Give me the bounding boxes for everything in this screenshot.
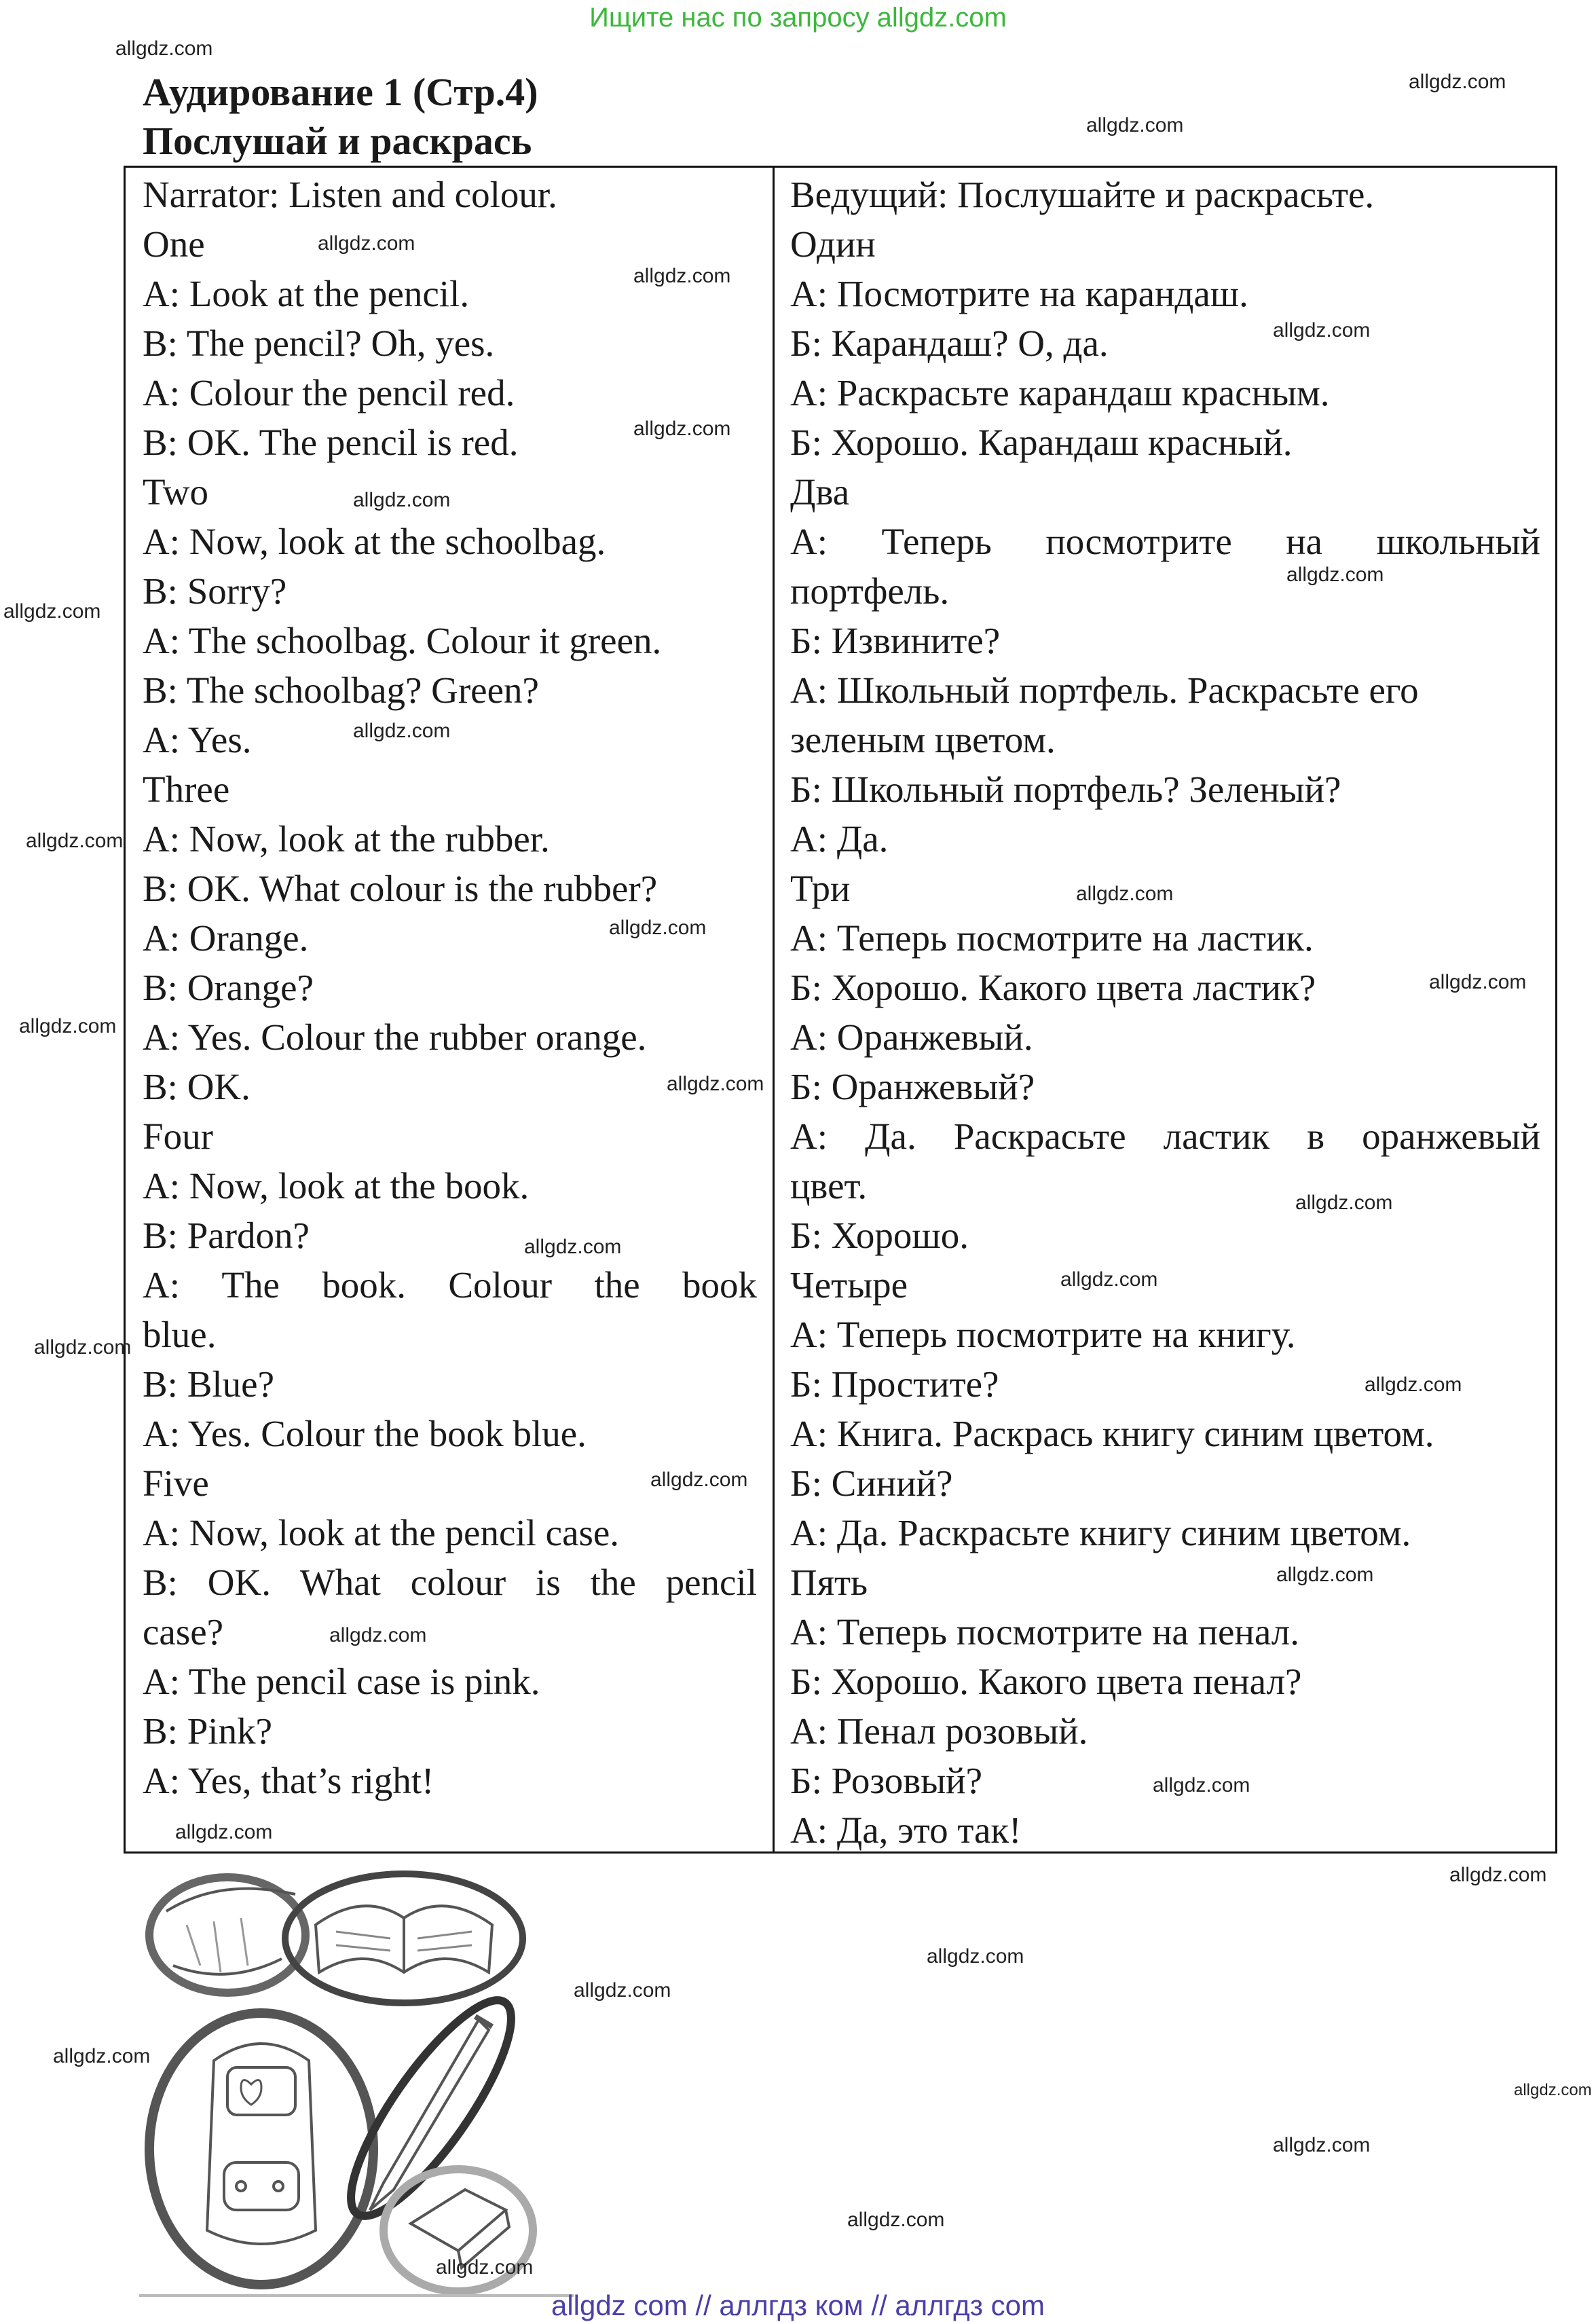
watermark: allgdz.com	[1514, 2081, 1592, 2099]
english-line: A: Now, look at the schoolbag.	[143, 521, 606, 562]
watermark: allgdz.com	[353, 489, 451, 511]
school-items-illustration	[139, 1864, 574, 2298]
english-line: case?	[143, 1611, 224, 1653]
watermark: allgdz.com	[1076, 883, 1174, 905]
russian-line: Б: Школьный портфель? Зеленый?	[790, 769, 1341, 810]
english-line: A: Yes. Colour the book blue.	[143, 1413, 587, 1454]
watermark: allgdz.com	[574, 1979, 671, 2002]
english-line: A: The pencil case is pink.	[143, 1661, 540, 1702]
watermark: allgdz.com	[1273, 319, 1371, 342]
pencil-drawing	[327, 1981, 536, 2235]
russian-line: Б: Простите?	[790, 1363, 999, 1405]
russian-line: А: Теперь посмотрите на школьный	[790, 521, 1540, 562]
english-line: Narrator: Listen and colour.	[143, 174, 557, 215]
english-line: Four	[143, 1116, 213, 1157]
russian-line: А: Раскрасьте карандаш красным.	[790, 372, 1330, 413]
watermark: allgdz.com	[1449, 1864, 1547, 1886]
russian-line: Пять	[790, 1562, 868, 1603]
english-line: A: Now, look at the rubber.	[143, 818, 550, 860]
watermark: allgdz.com	[609, 917, 707, 939]
russian-line: Один	[790, 223, 876, 265]
watermark: allgdz.com	[115, 37, 213, 60]
footer-links[interactable]: allgdz com // аллгдз ком // аллгдз com	[551, 2289, 1045, 2321]
russian-line: Б: Хорошо. Какого цвета пенал?	[790, 1661, 1302, 1702]
watermark: allgdz.com	[1273, 2134, 1371, 2156]
english-line: A: Colour the pencil red.	[143, 372, 515, 413]
watermark: allgdz.com	[53, 2045, 151, 2067]
russian-line: А: Посмотрите на карандаш.	[790, 273, 1248, 314]
english-line: B: Blue?	[143, 1363, 275, 1405]
watermark: allgdz.com	[1153, 1774, 1250, 1796]
russian-line: А: Да. Раскрасьте книгу синим цветом.	[790, 1512, 1411, 1553]
watermark: allgdz.com	[34, 1336, 132, 1359]
english-line: B: OK.	[143, 1066, 250, 1107]
watermark: allgdz.com	[1086, 114, 1184, 136]
english-line: Two	[143, 471, 208, 513]
russian-line: А: Да. Раскрасьте ластик в оранжевый	[790, 1116, 1540, 1157]
russian-line: А: Теперь посмотрите на книгу.	[790, 1314, 1296, 1355]
english-line: A: The schoolbag. Colour it green.	[143, 620, 662, 661]
watermark: allgdz.com	[1429, 971, 1527, 993]
russian-line: А: Книга. Раскрась книгу синим цветом.	[790, 1413, 1434, 1454]
watermark: allgdz.com	[1295, 1192, 1393, 1214]
english-line: B: Pink?	[143, 1710, 272, 1752]
russian-line: Б: Хорошо. Какого цвета ластик?	[790, 967, 1316, 1008]
english-line: B: The schoolbag? Green?	[143, 669, 539, 711]
watermark: allgdz.com	[436, 2256, 534, 2279]
russian-line: Ведущий: Послушайте и раскрасьте.	[790, 174, 1375, 215]
watermark: allgdz.com	[19, 1015, 117, 1037]
watermark: allgdz.com	[524, 1236, 622, 1258]
english-transcript	[143, 170, 757, 1805]
russian-line: А: Да.	[790, 818, 889, 860]
english-line: Three	[143, 769, 230, 810]
english-line: B: Pardon?	[143, 1215, 310, 1256]
english-line: A: Now, look at the pencil case.	[143, 1512, 620, 1553]
watermark: allgdz.com	[1286, 564, 1384, 586]
watermark: allgdz.com	[1060, 1268, 1158, 1291]
watermark: allgdz.com	[26, 830, 124, 852]
english-line: B: Sorry?	[143, 570, 287, 612]
russian-line: Два	[790, 471, 850, 513]
russian-line: А: Оранжевый.	[790, 1016, 1033, 1058]
russian-line: А: Пенал розовый.	[790, 1710, 1088, 1752]
english-line: B: Orange?	[143, 967, 314, 1008]
english-line: A: Yes. Colour the rubber orange.	[143, 1016, 647, 1058]
russian-line: Б: Извините?	[790, 620, 1001, 661]
russian-line: Четыре	[790, 1264, 908, 1306]
watermark: allgdz.com	[650, 1469, 748, 1491]
russian-line: Б: Оранжевый?	[790, 1066, 1035, 1107]
watermark: allgdz.com	[633, 265, 731, 287]
english-line: A: Now, look at the book.	[143, 1165, 530, 1206]
english-line: A: Yes, that’s right!	[143, 1760, 434, 1801]
russian-line: А: Да, это так!	[790, 1809, 1022, 1851]
english-line: A: Orange.	[143, 917, 309, 959]
watermark: allgdz.com	[1276, 1564, 1374, 1586]
russian-line: Б: Карандаш? О, да.	[790, 322, 1109, 364]
english-line: A: The book. Colour the book	[143, 1264, 757, 1306]
watermark: allgdz.com	[847, 2209, 945, 2231]
watermark: allgdz.com	[667, 1073, 764, 1095]
column-divider	[773, 166, 775, 1854]
english-line: blue.	[143, 1314, 217, 1355]
watermark: allgdz.com	[175, 1821, 273, 1843]
top-banner[interactable]: Ищите нас по запросу allgdz.com	[589, 3, 1007, 33]
watermark: allgdz.com	[318, 232, 415, 255]
russian-line: Б: Хорошо. Карандаш красный.	[790, 422, 1293, 463]
russian-translation	[790, 170, 1540, 1855]
english-line: Five	[143, 1462, 209, 1504]
watermark: allgdz.com	[353, 720, 451, 742]
russian-line: Три	[790, 868, 851, 909]
russian-line: зеленым цветом.	[790, 719, 1056, 760]
watermark: allgdz.com	[633, 418, 731, 440]
page-title: Аудирование 1 (Стр.4)	[143, 70, 538, 114]
watermark: allgdz.com	[927, 1945, 1024, 1968]
watermark: allgdz.com	[1365, 1374, 1462, 1396]
russian-line: А: Школьный портфель. Раскрасьте его	[790, 669, 1419, 711]
russian-line: цвет.	[790, 1165, 868, 1206]
english-line: B: OK. What colour is the pencil	[143, 1562, 757, 1603]
english-line: B: OK. The pencil is red.	[143, 422, 519, 463]
english-line: B: OK. What colour is the rubber?	[143, 868, 658, 909]
english-line: B: The pencil? Oh, yes.	[143, 322, 495, 364]
russian-line: Б: Розовый?	[790, 1760, 983, 1801]
watermark: allgdz.com	[329, 1624, 427, 1646]
book-drawing	[285, 1874, 523, 2003]
english-line: One	[143, 223, 205, 265]
watermark: allgdz.com	[3, 600, 101, 623]
watermark: allgdz.com	[1409, 71, 1506, 93]
russian-line: А: Теперь посмотрите на пенал.	[790, 1611, 1299, 1653]
russian-line: Б: Хорошо.	[790, 1215, 969, 1256]
russian-line: Б: Синий?	[790, 1462, 953, 1504]
page-subtitle: Послушай и раскрась	[143, 119, 532, 163]
schoolbag-drawing	[149, 2013, 373, 2285]
russian-line: портфель.	[790, 570, 950, 612]
russian-line: А: Теперь посмотрите на ластик.	[790, 917, 1314, 959]
english-line: A: Look at the pencil.	[143, 273, 470, 314]
english-line: A: Yes.	[143, 719, 252, 760]
